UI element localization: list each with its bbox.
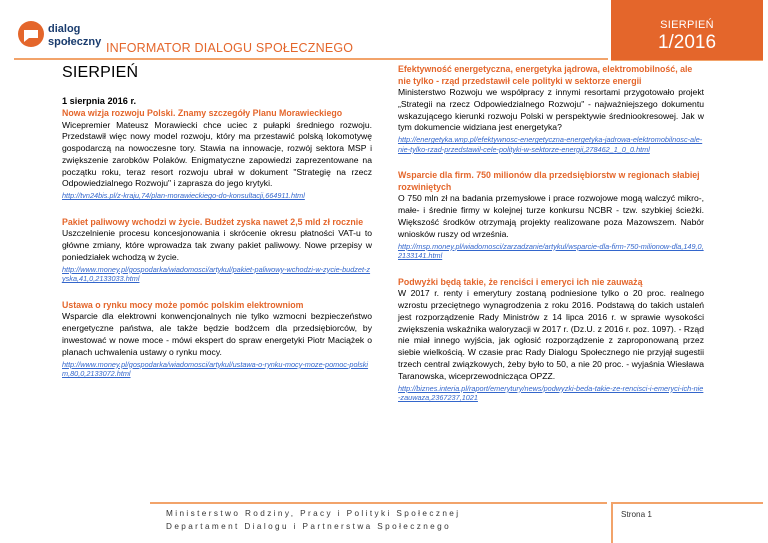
dialog-spoleczny-logo [14, 12, 106, 56]
article-title: Wsparcie dla firm. 750 milionów dla przedsiębiorstw w regionach słabiej rozwiniętych [398, 170, 700, 192]
footer-ministry: Ministerstwo Rodziny, Pracy i Polityki Społecznej [166, 509, 461, 518]
issue-month: SIERPIEŃ [660, 19, 714, 31]
page-heading: SIERPIEŃ [62, 64, 139, 81]
right-column [398, 64, 704, 419]
article-link[interactable]: http://www.money.pl/gospodarka/wiadomosci/artykul/pakiet-paliwowy-wchodzi-w-zycie-budzet-zyska,41,0,2133033.html [62, 264, 371, 284]
article-title: Efektywność energetyczna, energetyka jądrowa, elektromobilność, ale nie tylko - rząd przedstawił cele polityki w sektorze energii [398, 64, 693, 86]
issue-box-divider [611, 60, 763, 61]
issue-number: 1/2016 [657, 32, 717, 53]
article-body: W 2017 r. renty i emerytury zostaną podniesione tylko o 20 proc. realnego wzrostu przeciętnego wynagrodzenia z roku 2016. Podstawą do takich ustaleń jest rozporządzenie Rady Ministrów z 14 lipca 2016 r. w sprawie wysokości zwiększenia wskaźnika waloryzacji w 2017 r. (Dz.U. z 2016 r. poz. 1097). - Rząd nie miał innego wyjścia, jak ogłosić rozporządzenie z zaproponowaną przez siebie wielkością. W czasie prac Rady Dialogu Społecznego nie przyjął sugestii trzech central związkowych, żeby było to 50, a nie 20 proc. - wyjaśnia Wiesława Taranowska, wiceprzewodnicząca OPZZ. [398, 288, 704, 381]
footer-page-box [611, 502, 763, 543]
article-link[interactable]: http://www.money.pl/gospodarka/wiadomosci/artykul/ustawa-o-rynku-mocy-moze-pomoc-polskim,80,0,2133072.html [62, 359, 369, 379]
left-column [62, 64, 372, 395]
logo-text-1: dialog [48, 23, 81, 35]
article-link[interactable]: http://tvn24bis.pl/z-kraju,74/plan-morawieckiego-do-konsultacji,664911.html [62, 191, 305, 201]
issue-box [611, 0, 763, 60]
footer-divider [150, 502, 607, 504]
article-body: Ministerstwo Rozwoju we współpracy z innymi resortami przygotowało projekt „Strategii na rzecz Odpowiedzialnego Rozwoju" - najważniejszego dokumentu wskazującego kierunki rozwoju Polski w perspektywie średniookresowej. Jak w tym dokumencie widziana jest energetyka? [398, 87, 704, 133]
date-heading: 1 sierpnia 2016 r. [62, 96, 137, 106]
header-divider [14, 58, 608, 60]
article [398, 170, 704, 260]
article-title: Pakiet paliwowy wchodzi w życie. Budżet zyska nawet 2,5 mld zł rocznie [62, 216, 364, 227]
logo-text-2: społeczny [48, 36, 102, 48]
newsletter-title: INFORMATOR DIALOGU SPOŁECZNEGO [106, 41, 354, 55]
article [62, 300, 372, 379]
footer-department: Departament Dialogu i Partnerstwa Społecznego [166, 522, 452, 531]
article-body: O 750 mln zł na badania przemysłowe i prace rozwojowe mogą walczyć mikro-, małe- i średnie firmy w kolejnej turze konkursu NCBR - tzw. szybkiej ścieżki. Większość środków otrzymają projekty realizowane poza Mazowszem. Nabór wniosków ruszy od września. [398, 193, 704, 239]
article-title: Podwyżki będą takie, że renciści i emeryci ich nie zauważą [398, 276, 643, 287]
page-number: Strona 1 [621, 510, 652, 519]
article-body: Wicepremier Mateusz Morawiecki chce uciec z pułapki średniego rozwoju. Przedstawił więc nowy model rozwoju, który ma przestawić polską lokomotywę gospodarczą na nowoczesne tory. Stawia na innowacje, rozwój sektora MSP i zwiększenie zarobków Polaków. Enigmatyczne zapowiedzi zaprezentowane na początku roku, teraz resort rozwoju ubrał w dokument "Strategię na rzecz Odpowiedzialnego Rozwoju" i zaprasza do jego krytyki. [62, 119, 372, 189]
article [398, 64, 704, 154]
article [62, 108, 372, 201]
article [62, 217, 372, 284]
article-link[interactable]: http://energetyka.wnp.pl/efektywnosc-energetyczna-energetyka-jadrowa-elektromobilnosc-ale-nie-tylko-rzad-przedstawil-cele-polityki-w-sektorze-energii,278462_1_0_0.html [398, 135, 703, 154]
article-link[interactable]: http://biznes.interia.pl/raport/emerytury/news/podwyzki-beda-takie-ze-rencisci-i-emeryci-ich-nie-zauwaza,2367237,1021 [398, 383, 704, 403]
article-title: Nowa wizja rozwoju Polski. Znamy szczegóły Planu Morawieckiego [62, 108, 343, 118]
article-body: Wsparcie dla elektrowni konwencjonalnych nie tylko wzmocni bezpieczeństwo energetyczne państwa, ale także będzie bodźcem dla przedsiębiorców, by inwestować w nowe moce - mówi ekspert do spraw energetyki Piotr Maciążek o planach uchwalenia ustawy o rynku mocy. [62, 311, 372, 357]
page-header [0, 0, 768, 62]
article [398, 277, 704, 403]
article-title: Ustawa o rynku mocy może pomóc polskim elektrowniom [62, 299, 304, 310]
article-body: Uszczelnienie procesu koncesjonowania i skrócenie okresu płatności VAT-u to główne zmiany, które wprowadza tak zwany pakiet paliwowy. Nowe przepisy w poniedziałek wchodzą w życie. [62, 228, 372, 262]
article-link[interactable]: http://msp.money.pl/wiadomosci/zarzadzanie/artykul/wsparcie-dla-firm-750-milionow-dla,149,0,2133141.html [398, 241, 704, 261]
